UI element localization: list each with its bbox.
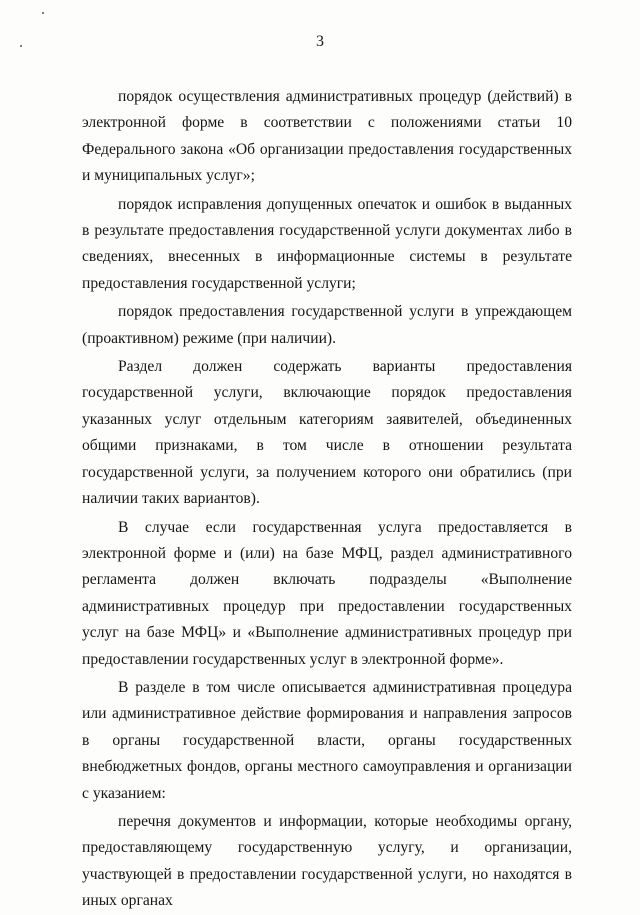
page-number: 3 <box>316 33 324 50</box>
paragraph-mfc-subsections: В случае если государственная услуга предоставляется в электронной форме и (или) на базе МФЦ, раздел административного регламента должен включать подразделы «Выполнение административных процедур при предоставлении государственных услуг на базе МФЦ» и «Выполнение административных процедур при предоставлении государственных услуг в электронной форме». <box>82 518 572 668</box>
paragraph-error-correction: порядок исправления допущенных опечаток и ошибок в выданных в результате предоставления государственной услуги документах либо в сведениях, внесенных в информационные системы в результате предоставления государственной услуги; <box>82 195 572 292</box>
document-body <box>82 84 572 915</box>
paragraph-proactive-mode: порядок предоставления государственной услуги в упреждающем (проактивном) режиме (при наличии). <box>82 303 572 347</box>
scan-speck <box>42 12 44 14</box>
paragraph-documents-list: перечня документов и информации, которые необходимы органу, предоставляющему государственную услугу, и организации, участвующей в предоставлении государственной услуги, но находятся в иных органах <box>82 812 572 910</box>
paragraph-electronic-procedures: порядок осуществления административных процедур (действий) в электронной форме в соответствии с положениями статьи 10 Федерального закона «Об организации предоставления государственных и муниципальных услуг»; <box>82 88 572 185</box>
paragraph-interagency-requests: В разделе в том числе описывается административная процедура или административное действие формирования и направления запросов в органы государственной власти, органы государственных внебюджетных фондов, органы местного самоуправления и организации с указанием: <box>82 678 572 802</box>
paragraph-service-variants: Раздел должен содержать варианты предоставления государственной услуги, включающие порядок предоставления указанных услуг отдельным категориям заявителей, объединенных общими признаками, в том числе в отношении результата государственной услуги, за получением которого они обратились (при наличии таких вариантов). <box>82 358 572 508</box>
